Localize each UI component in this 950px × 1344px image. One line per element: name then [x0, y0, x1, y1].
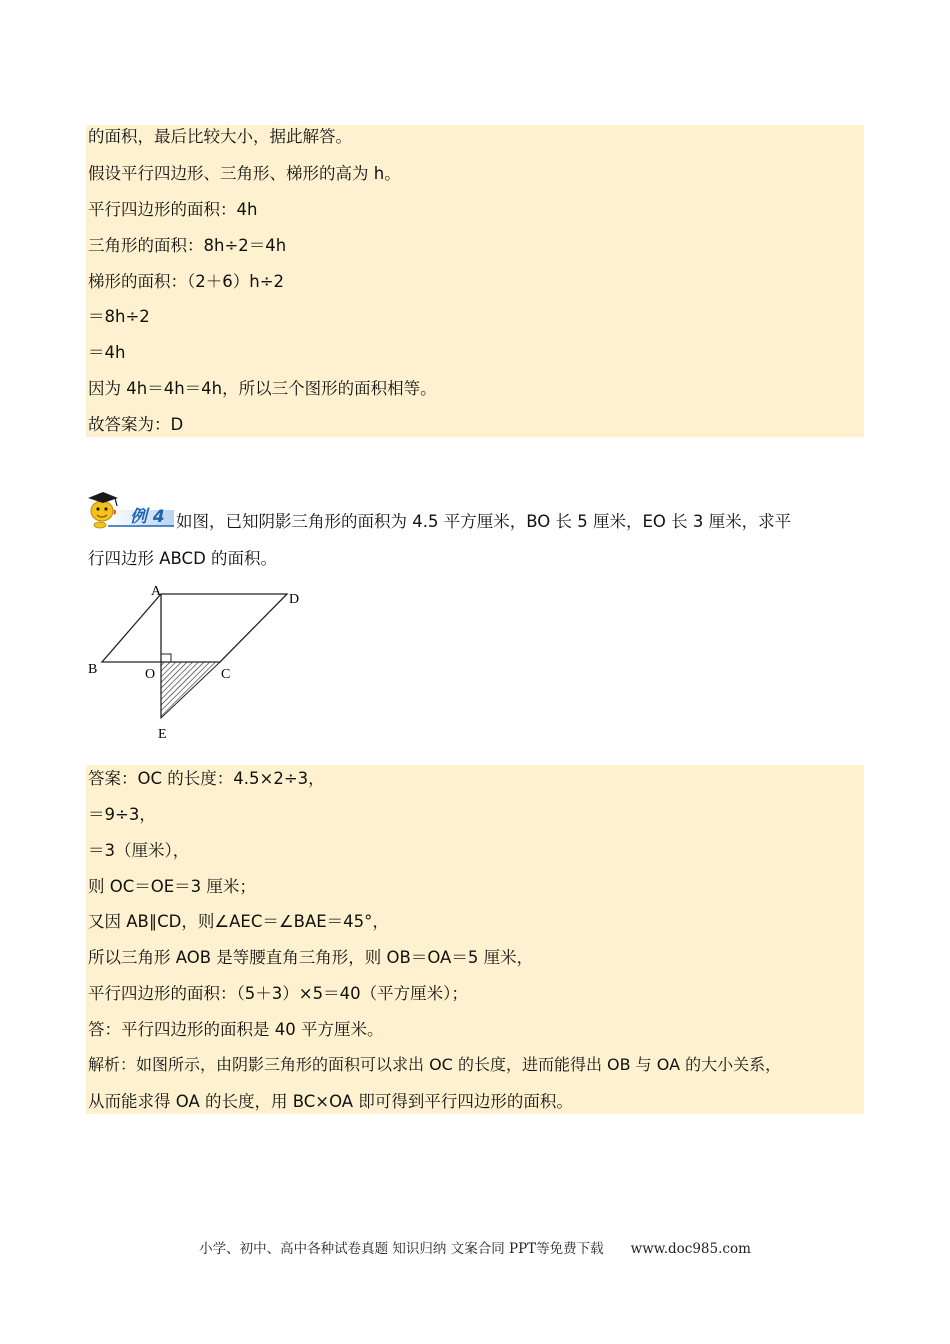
solution-line: 因为 4h＝4h＝4h，所以三个图形的面积相等。: [88, 379, 437, 398]
answer-line: ＝9÷3，: [88, 805, 156, 824]
page-footer: 小学、初中、高中各种试卷真题 知识归纳 文案合同 PPT等免费下载 www.doc985.com: [199, 1241, 751, 1257]
answer-line: ＝3（厘米），: [88, 841, 190, 860]
label-o: O: [145, 667, 156, 682]
parallelogram-figure: [84, 578, 314, 743]
answer-line: 答案：OC 的长度：4.5×2÷3，: [88, 769, 325, 788]
question-line: 行四边形 ABCD 的面积。: [88, 549, 278, 568]
solution-line: 假设平行四边形、三角形、梯形的高为 h。: [88, 164, 401, 183]
label-c: C: [221, 667, 231, 682]
right-angle-mark: [161, 654, 171, 662]
answer-line: 平行四边形的面积：（5＋3）×5＝40（平方厘米）；: [88, 984, 468, 1003]
answer-line: 答：平行四边形的面积是 40 平方厘米。: [88, 1020, 384, 1039]
label-b: B: [88, 662, 98, 677]
parallelogram-abcd: [102, 594, 287, 662]
label-d: D: [289, 592, 300, 607]
analysis-line: 从而能求得 OA 的长度，用 BC×OA 即可得到平行四边形的面积。: [88, 1092, 573, 1111]
solution-line: 三角形的面积：8h÷2＝4h: [88, 236, 287, 255]
solution-line: 故答案为：D: [88, 415, 184, 434]
answer-line: 又因 AB∥CD，则∠AEC＝∠BAE＝45°，: [88, 912, 389, 931]
answer-line: 则 OC＝OE＝3 厘米；: [88, 877, 256, 896]
question-line: 如图，已知阴影三角形的面积为 4.5 平方厘米，BO 长 5 厘米，EO 长 3 厘米，求平: [176, 512, 792, 531]
shaded-triangle: [161, 662, 220, 718]
solution-line: ＝4h: [88, 343, 126, 362]
example-badge-icon: [86, 484, 176, 530]
solution-line: 平行四边形的面积：4h: [88, 200, 258, 219]
label-e: E: [158, 727, 167, 742]
example-badge-label: 例 4: [130, 507, 165, 527]
analysis-line: 解析：如图所示，由阴影三角形的面积可以求出 OC 的长度，进而能得出 OB 与 OA 的大小关系，: [88, 1055, 782, 1074]
solution-line: ＝8h÷2: [88, 307, 150, 326]
answer-line: 所以三角形 AOB 是等腰直角三角形，则 OB＝OA＝5 厘米，: [88, 948, 534, 967]
label-a: A: [151, 584, 162, 599]
solution-line: 的面积，最后比较大小，据此解答。: [88, 127, 352, 146]
solution-line: 梯形的面积：（2＋6）h÷2: [88, 272, 285, 291]
